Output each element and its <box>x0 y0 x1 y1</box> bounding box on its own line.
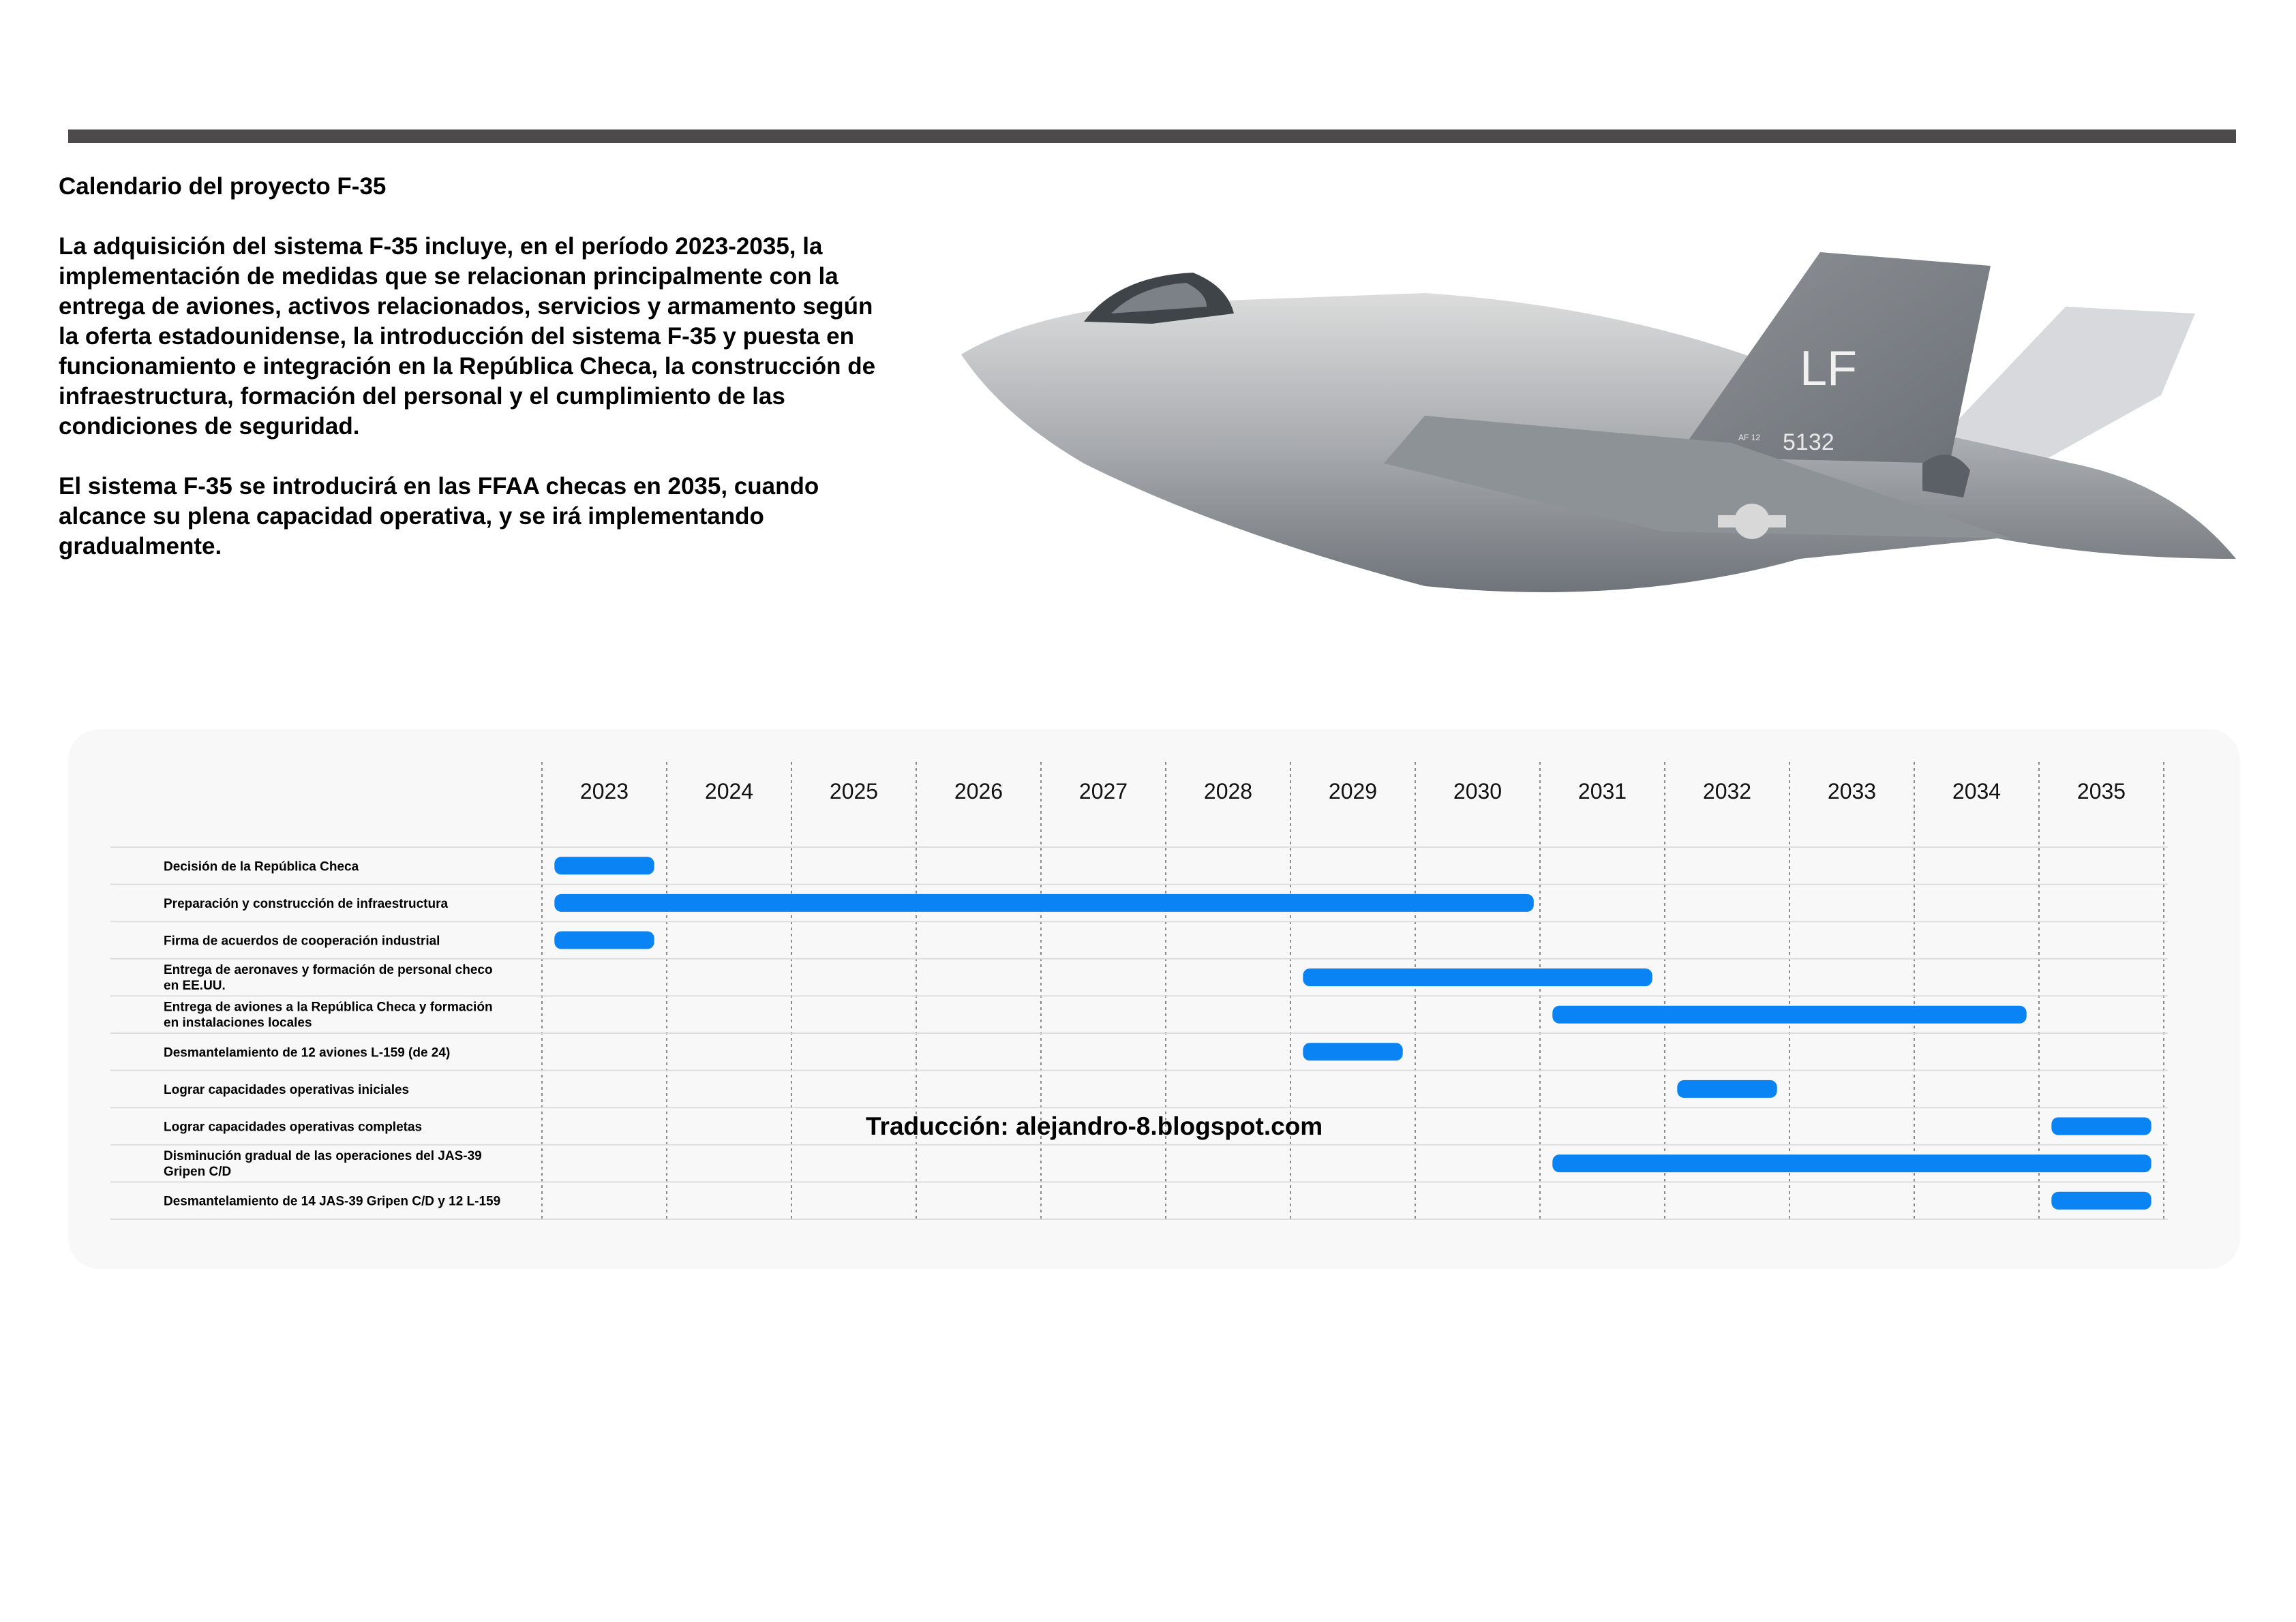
year-label: 2035 <box>2076 779 2126 804</box>
intro-paragraph-2: El sistema F-35 se introducirá en las FFAA checas en 2035, cuando alcance su plena capacidad operativa, y se irá implementando gradualmente. <box>59 473 819 560</box>
task-label-line: Entrega de aeronaves y formación de personal checo <box>164 963 493 978</box>
task-label-line: en EE.UU. <box>164 979 226 994</box>
task-label-line: Lograr capacidades operativas iniciales <box>164 1082 410 1097</box>
year-label: 2028 <box>1203 779 1253 804</box>
task-bar <box>1552 1006 2026 1024</box>
tail-serial: 5132 <box>1783 429 1834 455</box>
task-label-line: Entrega de aviones a la República Checa y formación <box>164 1000 493 1015</box>
year-label: 2033 <box>1827 779 1877 804</box>
task-label <box>164 1195 500 1209</box>
year-label: 2029 <box>1328 779 1378 804</box>
task-bar <box>1552 1154 2151 1172</box>
task-label-line: Gripen C/D <box>164 1165 232 1180</box>
task-bar <box>1303 1043 1402 1060</box>
year-label: 2023 <box>579 779 629 804</box>
task-bar <box>1303 968 1652 986</box>
task-label-line: Desmantelamiento de 12 aviones L-159 (de 24) <box>164 1045 451 1060</box>
task-label <box>164 1000 493 1030</box>
task-label <box>164 934 440 949</box>
year-label: 2034 <box>1952 779 2002 804</box>
task-label <box>164 1045 450 1060</box>
translation-credit: Traducción: alejandro-8.blogspot.com <box>866 1112 1323 1140</box>
intro-heading: Calendario del proyecto F-35 <box>59 173 387 200</box>
tail-code: LF <box>1800 341 1858 396</box>
task-label-line: Decisión de la República Checa <box>164 859 359 874</box>
task-label <box>164 1083 409 1097</box>
tail-serial-prefix: AF 12 <box>1738 433 1761 442</box>
task-bar <box>2051 1192 2151 1210</box>
task-label-line: Preparación y construcción de infraestructura <box>164 896 449 911</box>
task-label <box>164 963 493 993</box>
task-label <box>164 1149 482 1179</box>
year-label: 2031 <box>1577 779 1627 804</box>
task-label-line: Lograr capacidades operativas completas <box>164 1120 423 1135</box>
task-label-line: en instalaciones locales <box>164 1015 312 1030</box>
year-label: 2027 <box>1078 779 1128 804</box>
intro-paragraph-1: La adquisición del sistema F-35 incluye, en el período 2023-2035, la implementación de medidas que se relacionan principalmente con la entrega de aviones, activos relacionados, servicios y armamento según la oferta estadounidense, la introducción del sistema F-35 y puesta en funcionamiento e integración en la República Checa, la construcción de infraestructura, formación del personal y el cumplimiento de las condiciones de seguridad. <box>59 233 876 440</box>
task-label-line: Desmantelamiento de 14 JAS-39 Gripen C/D y 12 L-159 <box>164 1194 501 1209</box>
year-label: 2032 <box>1702 779 1752 804</box>
task-bar <box>554 894 1534 912</box>
task-label <box>164 897 449 911</box>
task-bar <box>554 932 654 949</box>
year-label: 2026 <box>954 779 1003 804</box>
task-label <box>164 859 359 874</box>
task-bar <box>1677 1080 1777 1098</box>
task-label <box>164 1120 422 1135</box>
year-label: 2030 <box>1453 779 1502 804</box>
task-bar <box>554 857 654 874</box>
year-label: 2025 <box>829 779 879 804</box>
task-label-line: Firma de acuerdos de cooperación industrial <box>164 934 440 949</box>
task-label-line: Disminución gradual de las operaciones del JAS-39 <box>164 1149 482 1164</box>
task-bar <box>2051 1118 2151 1135</box>
year-label: 2024 <box>704 779 754 804</box>
